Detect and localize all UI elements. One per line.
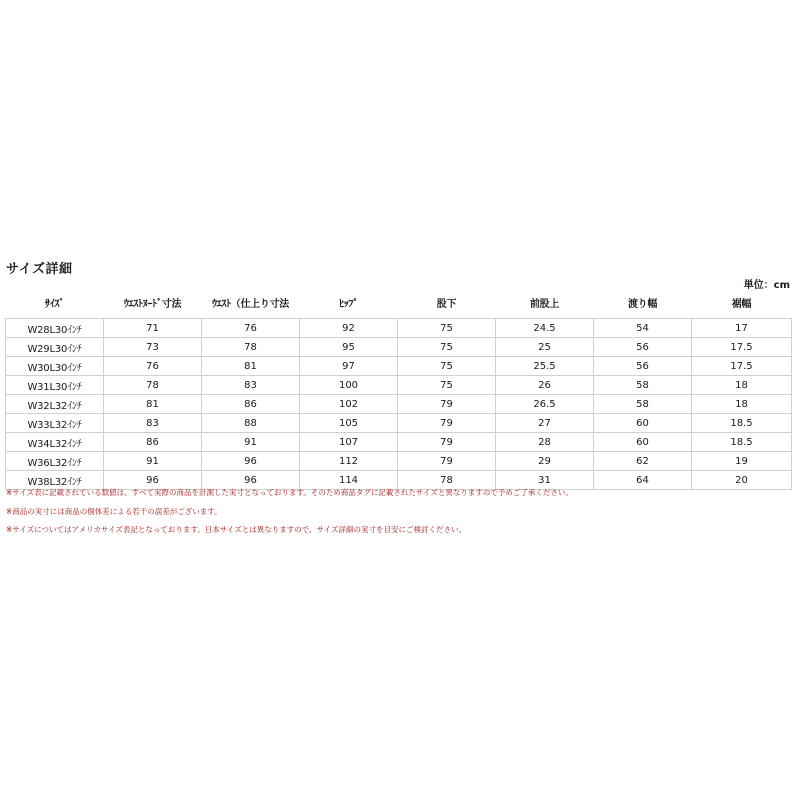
table-body xyxy=(6,319,792,490)
table-row xyxy=(6,414,792,433)
cell-waist-finished: 88 xyxy=(202,414,300,433)
cell-front-rise: 26 xyxy=(496,376,594,395)
cell-size: W31L30ｲﾝﾁ xyxy=(6,376,104,395)
cell-front-rise: 26.5 xyxy=(496,395,594,414)
cell-hip: 105 xyxy=(300,414,398,433)
cell-hem-width: 18.5 xyxy=(692,433,792,452)
cell-hip: 114 xyxy=(300,471,398,490)
cell-waist-finished: 76 xyxy=(202,319,300,338)
cell-thigh-width: 62 xyxy=(594,452,692,471)
cell-hip: 107 xyxy=(300,433,398,452)
cell-size: W36L32ｲﾝﾁ xyxy=(6,452,104,471)
cell-size: W28L30ｲﾝﾁ xyxy=(6,319,104,338)
cell-waist-nude: 83 xyxy=(104,414,202,433)
notes-list xyxy=(6,488,573,544)
note-item: ※サイズについてはアメリカサイズ表記となっております。日本サイズとは異なりますので、サイズ詳細の実寸を目安にご検討ください。 xyxy=(6,525,466,534)
note-item: ※サイズ表に記載されている数値は、すべて実際の商品を計測した実寸となっております。そのため商品タグに記載されたサイズと異なりますので予めご了承ください。 xyxy=(6,488,573,497)
cell-hem-width: 17.5 xyxy=(692,338,792,357)
cell-thigh-width: 60 xyxy=(594,414,692,433)
cell-inseam: 79 xyxy=(398,452,496,471)
cell-front-rise: 27 xyxy=(496,414,594,433)
cell-hem-width: 17.5 xyxy=(692,357,792,376)
table-row xyxy=(6,433,792,452)
cell-thigh-width: 54 xyxy=(594,319,692,338)
cell-inseam: 78 xyxy=(398,471,496,490)
cell-waist-nude: 96 xyxy=(104,471,202,490)
cell-waist-finished: 78 xyxy=(202,338,300,357)
cell-thigh-width: 58 xyxy=(594,376,692,395)
cell-inseam: 75 xyxy=(398,376,496,395)
cell-hem-width: 18 xyxy=(692,395,792,414)
cell-hem-width: 18.5 xyxy=(692,414,792,433)
table-row xyxy=(6,357,792,376)
cell-hem-width: 18 xyxy=(692,376,792,395)
cell-thigh-width: 58 xyxy=(594,395,692,414)
table-header xyxy=(6,291,792,319)
cell-thigh-width: 56 xyxy=(594,357,692,376)
cell-inseam: 75 xyxy=(398,357,496,376)
cell-hip: 97 xyxy=(300,357,398,376)
cell-inseam: 75 xyxy=(398,319,496,338)
cell-waist-nude: 71 xyxy=(104,319,202,338)
table-row xyxy=(6,471,792,490)
cell-hem-width: 19 xyxy=(692,452,792,471)
cell-waist-finished: 81 xyxy=(202,357,300,376)
cell-waist-finished: 83 xyxy=(202,376,300,395)
cell-size: W32L32ｲﾝﾁ xyxy=(6,395,104,414)
cell-front-rise: 31 xyxy=(496,471,594,490)
header-hip: ﾋｯﾌﾟ xyxy=(338,299,359,310)
header-inseam: 股下 xyxy=(436,299,457,310)
table-row xyxy=(6,395,792,414)
cell-front-rise: 28 xyxy=(496,433,594,452)
cell-hem-width: 20 xyxy=(692,471,792,490)
cell-waist-nude: 76 xyxy=(104,357,202,376)
cell-front-rise: 24.5 xyxy=(496,319,594,338)
cell-front-rise: 29 xyxy=(496,452,594,471)
cell-thigh-width: 56 xyxy=(594,338,692,357)
cell-front-rise: 25.5 xyxy=(496,357,594,376)
cell-waist-finished: 91 xyxy=(202,433,300,452)
header-row xyxy=(6,291,792,319)
cell-inseam: 79 xyxy=(398,395,496,414)
cell-waist-nude: 81 xyxy=(104,395,202,414)
cell-waist-finished: 86 xyxy=(202,395,300,414)
header-size: ｻｲｽﾞ xyxy=(44,299,65,310)
cell-hip: 95 xyxy=(300,338,398,357)
header-hem-width: 裾幅 xyxy=(731,299,752,310)
cell-size: W29L30ｲﾝﾁ xyxy=(6,338,104,357)
header-thigh-width: 渡り幅 xyxy=(627,299,658,310)
header-waist-finished: ｳｴｽﾄ（仕上り寸法 xyxy=(211,299,289,310)
cell-size: W34L32ｲﾝﾁ xyxy=(6,433,104,452)
header-front-rise: 前股上 xyxy=(529,299,560,310)
cell-waist-nude: 73 xyxy=(104,338,202,357)
cell-size: W30L30ｲﾝﾁ xyxy=(6,357,104,376)
cell-thigh-width: 64 xyxy=(594,471,692,490)
cell-hem-width: 17 xyxy=(692,319,792,338)
cell-hip: 100 xyxy=(300,376,398,395)
cell-size: W38L32ｲﾝﾁ xyxy=(6,471,104,490)
cell-waist-finished: 96 xyxy=(202,452,300,471)
cell-thigh-width: 60 xyxy=(594,433,692,452)
cell-waist-finished: 96 xyxy=(202,471,300,490)
table-row xyxy=(6,319,792,338)
table-row xyxy=(6,338,792,357)
note-item: ※商品の実寸には商品の個体差による若干の誤差がございます。 xyxy=(6,506,222,516)
cell-inseam: 79 xyxy=(398,433,496,452)
cell-hip: 112 xyxy=(300,452,398,471)
section-title: サイズ詳細 xyxy=(6,262,73,277)
cell-hip: 92 xyxy=(300,319,398,338)
cell-waist-nude: 86 xyxy=(104,433,202,452)
header-waist-nude: ｳｴｽﾄﾇｰﾄﾞ寸法 xyxy=(123,299,182,310)
cell-waist-nude: 91 xyxy=(104,452,202,471)
table-row xyxy=(6,452,792,471)
cell-front-rise: 25 xyxy=(496,338,594,357)
table-row xyxy=(6,376,792,395)
cell-inseam: 79 xyxy=(398,414,496,433)
unit-label: 単位：cm xyxy=(743,280,790,291)
cell-waist-nude: 78 xyxy=(104,376,202,395)
size-table xyxy=(5,291,792,490)
cell-hip: 102 xyxy=(300,395,398,414)
cell-inseam: 75 xyxy=(398,338,496,357)
cell-size: W33L32ｲﾝﾁ xyxy=(6,414,104,433)
